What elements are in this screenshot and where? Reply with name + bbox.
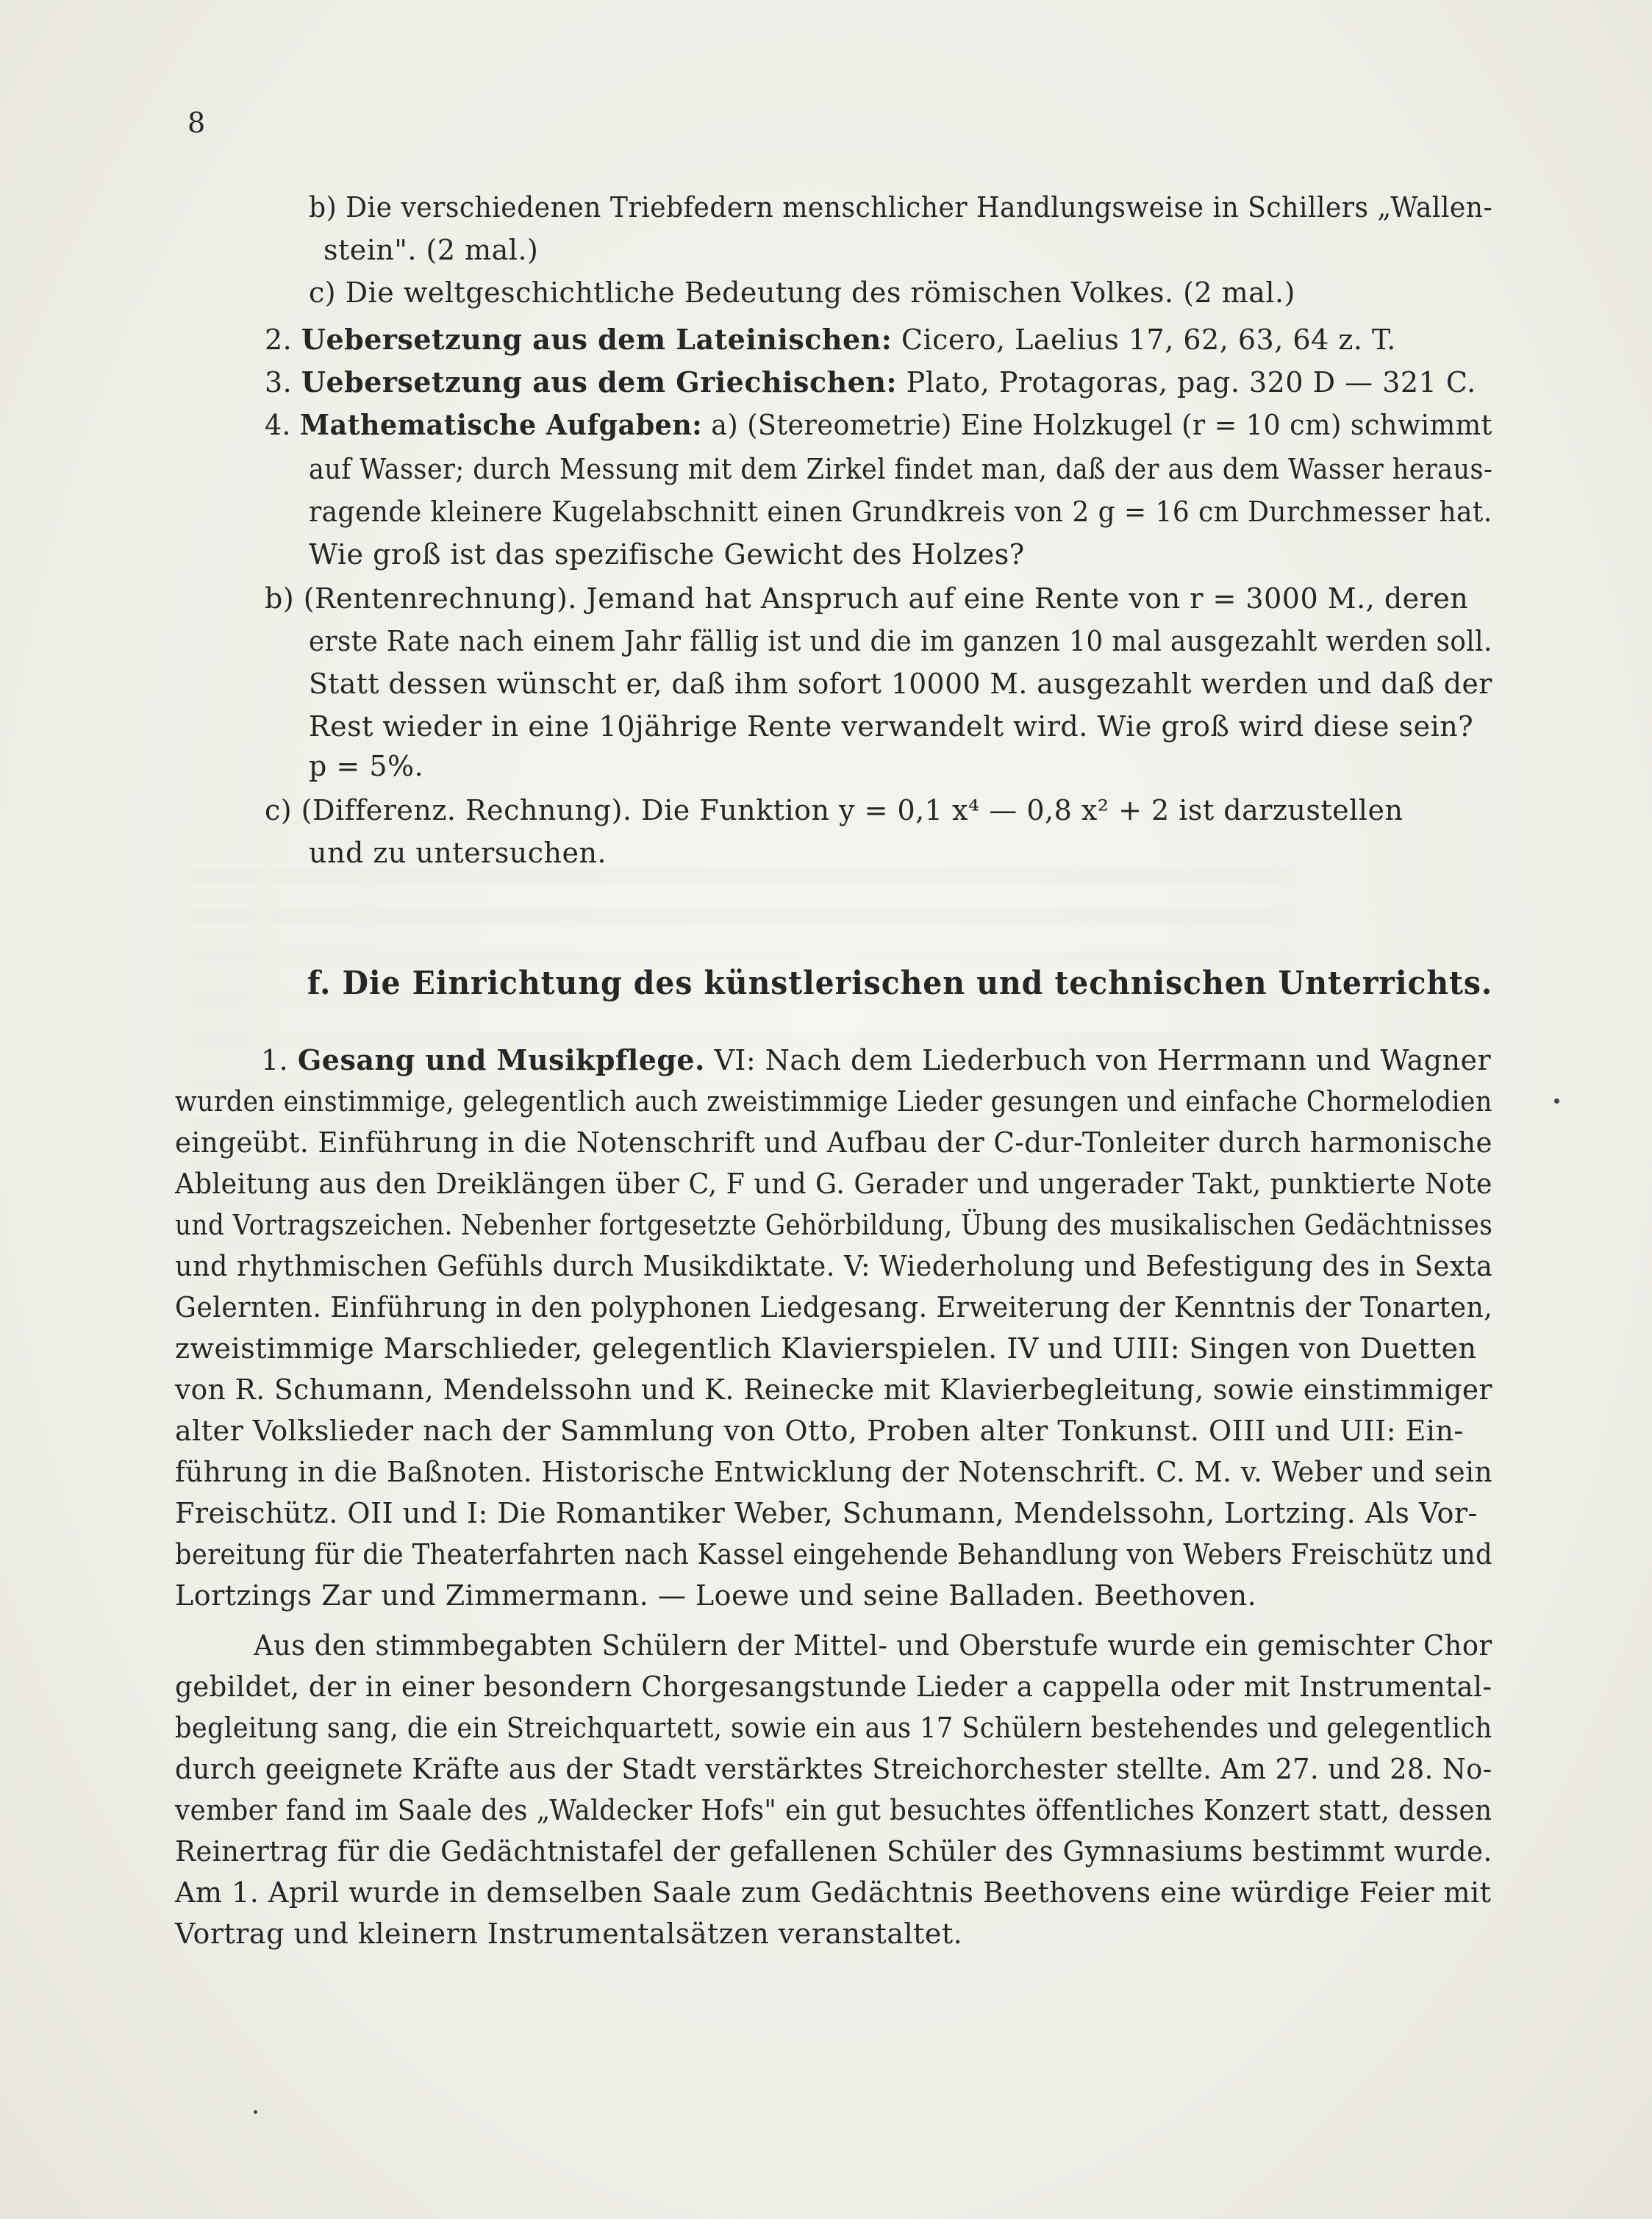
task-number: 2. xyxy=(265,324,293,356)
task-line: p = 5%. xyxy=(309,750,424,782)
task-line: und zu untersuchen. xyxy=(309,837,607,869)
paragraph-first-line xyxy=(261,1040,1491,1081)
paragraph-line: von R. Schumann, Mendelssohn und K. Reinecke mit Klavierbegleitung, sowie einstimmiger xyxy=(175,1373,1492,1406)
section-heading: f. Die Einrichtung des künstlerischen und technischen Unterrichts. xyxy=(307,965,1493,1002)
paragraph-line: Lortzings Zar und Zimmermann. — Loewe und seine Balladen. Beethoven. xyxy=(175,1579,1257,1612)
paragraph-line: Am 1. April wurde in demselben Saale zum Gedächtnis Beethovens eine würdige Feier mit xyxy=(175,1876,1492,1909)
paragraph-line: Ableitung aus den Dreiklängen über C, F und G. Gerader und ungerader Takt, punktierte Note xyxy=(175,1168,1492,1200)
paragraph-line: eingeübt. Einführung in die Notenschrift und Aufbau der C-dur-Tonleiter durch harmonische xyxy=(175,1126,1492,1159)
task-line: Rest wieder in eine 10jährige Rente verwandelt wird. Wie groß wird diese sein? xyxy=(309,710,1474,743)
task-text: Plato, Protagoras, pag. 320 D — 321 C. xyxy=(906,366,1476,399)
paragraph-number: 1. xyxy=(261,1044,289,1076)
task-line: b) Die verschiedenen Triebfedern menschlicher Handlungsweise in Schillers „Wallen- xyxy=(309,191,1493,224)
task-line: ragende kleinere Kugelabschnitt einen Grundkreis von 2 g = 16 cm Durchmesser hat. xyxy=(309,496,1492,528)
task-number: 4. xyxy=(265,409,291,441)
task-label: Mathematische Aufgaben: xyxy=(299,408,703,441)
task-item xyxy=(265,319,1396,360)
paragraph-line: begleitung sang, die ein Streichquartett, sowie ein aus 17 Schülern bestehendes und gelegentlich xyxy=(175,1712,1492,1744)
ink-speck xyxy=(254,2110,257,2114)
task-line: stein". (2 mal.) xyxy=(323,234,539,266)
task-item xyxy=(265,362,1476,403)
task-label: Uebersetzung aus dem Lateinischen: xyxy=(301,323,893,356)
paragraph-line: zweistimmige Marschlieder, gelegentlich Klavierspielen. IV und UIII: Singen von Duetten xyxy=(175,1332,1477,1365)
paragraph-line: bereitung für die Theaterfahrten nach Kassel eingehende Behandlung von Webers Freischütz und xyxy=(175,1538,1492,1571)
paragraph-line: und Vortragszeichen. Nebenher fortgesetzte Gehörbildung, Übung des musikalischen Gedächtnisses xyxy=(175,1209,1493,1241)
paragraph-line: Aus den stimmbegabten Schülern der Mittel- und Oberstufe wurde ein gemischter Chor xyxy=(254,1629,1492,1662)
paragraph-line: gebildet, der in einer besondern Chorgesangstunde Lieder a cappella oder mit Instrumental- xyxy=(175,1670,1492,1703)
paragraph-line: durch geeignete Kräfte aus der Stadt verstärktes Streichorchester stellte. Am 27. und 28. No- xyxy=(175,1753,1492,1785)
task-label: Uebersetzung aus dem Griechischen: xyxy=(301,365,898,399)
paragraph-line: Freischütz. OII und I: Die Romantiker Weber, Schumann, Mendelssohn, Lortzing. Als Vor- xyxy=(175,1497,1478,1529)
paragraph-line: wurden einstimmige, gelegentlich auch zweistimmige Lieder gesungen und einfache Chormelodien xyxy=(175,1085,1492,1118)
paragraph-line: Vortrag und kleinern Instrumentalsätzen veranstaltet. xyxy=(175,1918,963,1950)
paragraph-text: VI: Nach dem Liederbuch von Herrmann und Wagner xyxy=(714,1044,1492,1076)
task-text: a) (Stereometrie) Eine Holzkugel (r = 10 cm) schwimmt xyxy=(711,409,1492,441)
task-text: Cicero, Laelius 17, 62, 63, 64 z. T. xyxy=(901,324,1396,356)
paragraph-line: vember fand im Saale des „Waldecker Hofs" ein gut besuchtes öffentliches Konzert statt, dessen xyxy=(175,1794,1492,1826)
page-number: 8 xyxy=(187,107,206,139)
task-line: Statt dessen wünscht er, daß ihm sofort 10000 M. ausgezahlt werden und daß der xyxy=(309,668,1492,700)
task-line: erste Rate nach einem Jahr fällig ist und die im ganzen 10 mal ausgezahlt werden soll. xyxy=(309,625,1492,657)
paragraph-line: und rhythmischen Gefühls durch Musikdiktate. V: Wiederholung und Befestigung des in Sexta xyxy=(175,1250,1493,1282)
task-number: 3. xyxy=(265,366,293,399)
paragraph-line: Reinertrag für die Gedächtnistafel der gefallenen Schüler des Gymnasiums bestimmt wurde. xyxy=(175,1835,1492,1868)
task-line: auf Wasser; durch Messung mit dem Zirkel findet man, daß der aus dem Wasser heraus- xyxy=(309,453,1493,485)
task-line: c) Die weltgeschichtliche Bedeutung des römischen Volkes. (2 mal.) xyxy=(309,276,1295,309)
task-line: Wie groß ist das spezifische Gewicht des Holzes? xyxy=(309,538,1025,571)
ink-speck xyxy=(1554,1098,1559,1104)
paragraph-line: führung in die Baßnoten. Historische Entwicklung der Notenschrift. C. M. v. Weber und sein xyxy=(175,1456,1493,1488)
task-line: b) (Rentenrechnung). Jemand hat Anspruch auf eine Rente von r = 3000 M., deren xyxy=(265,582,1469,615)
paragraph-label: Gesang und Musikpflege. xyxy=(297,1043,705,1076)
task-item xyxy=(265,404,1492,446)
task-line: c) (Differenz. Rechnung). Die Funktion y = 0,1 x⁴ — 0,8 x² + 2 ist darzustellen xyxy=(265,794,1404,826)
paragraph-line: alter Volkslieder nach der Sammlung von Otto, Proben alter Tonkunst. OIII und UII: Ein- xyxy=(175,1415,1464,1447)
paragraph-line: Gelernten. Einführung in den polyphonen Liedgesang. Erweiterung der Kenntnis der Tonarten, xyxy=(175,1291,1493,1323)
